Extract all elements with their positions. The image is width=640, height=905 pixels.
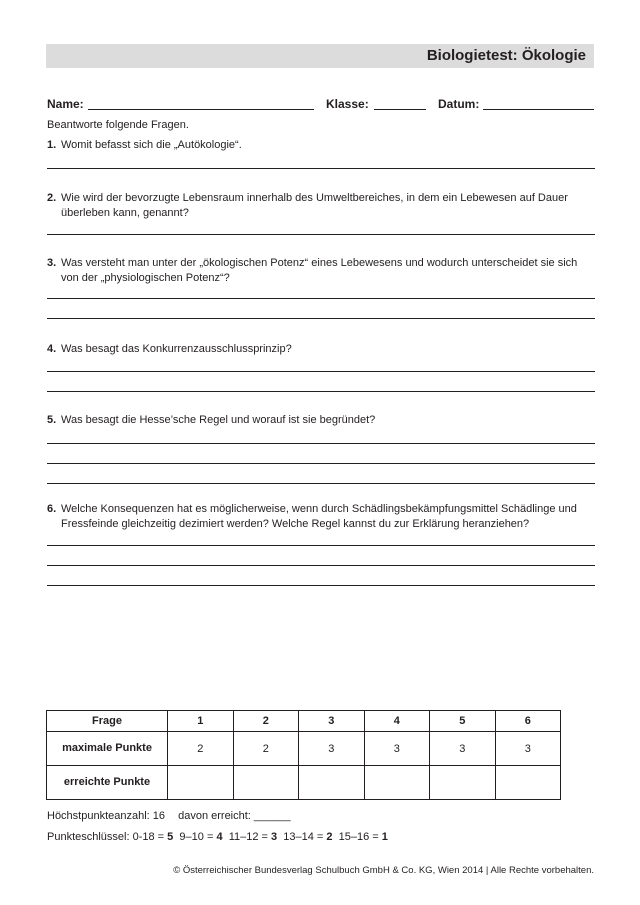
grade-value: 4 [216, 831, 223, 843]
answer-line[interactable] [47, 565, 595, 566]
header-band [46, 44, 594, 68]
answer-line[interactable] [47, 234, 595, 235]
answer-line[interactable] [47, 483, 595, 484]
grading-range: 11–12 = [228, 831, 268, 843]
question-number: 6. [47, 503, 57, 515]
question-number: 1. [47, 139, 57, 151]
question-text: Was besagt die Hesse’sche Regel und worauf ist sie begründet? [61, 414, 376, 426]
grading-range: 13–14 = [283, 831, 324, 843]
answer-line[interactable] [47, 545, 595, 546]
grading-key-label: Punkteschlüssel: [47, 831, 130, 843]
answer-line[interactable] [47, 298, 595, 299]
row-label: maximale Punkte [47, 732, 168, 766]
student-info-row [47, 97, 594, 113]
page-title: Biologietest: Ökologie [426, 47, 586, 64]
table-cell-empty[interactable] [299, 766, 365, 800]
grading-range: 9–10 = [179, 831, 214, 843]
date-label: Datum: [438, 97, 480, 111]
table-cell: 3 [430, 732, 496, 766]
total-points: Höchstpunkteanzahl: 16 [47, 810, 166, 822]
question-4 [47, 342, 595, 357]
table-header-row [47, 711, 561, 732]
table-cell: 3 [299, 732, 365, 766]
grade-value: 2 [326, 831, 333, 843]
question-6 [47, 502, 595, 532]
table-cell: 2 [168, 732, 234, 766]
answer-line[interactable] [47, 443, 595, 444]
question-2 [47, 191, 595, 221]
grade-value: 3 [271, 831, 278, 843]
answer-line[interactable] [47, 463, 595, 464]
question-number: 4. [47, 343, 57, 355]
row-label: erreichte Punkte [47, 766, 168, 800]
achieved-points-row [47, 766, 561, 800]
table-header-cell: 6 [495, 711, 561, 732]
table-cell-empty[interactable] [233, 766, 299, 800]
answer-line[interactable] [47, 318, 595, 319]
table-cell-empty[interactable] [168, 766, 234, 800]
answer-line[interactable] [47, 168, 595, 169]
question-3 [47, 256, 595, 286]
question-number: 2. [47, 192, 57, 204]
points-summary [47, 810, 291, 822]
question-1 [47, 138, 595, 153]
answer-line[interactable] [47, 371, 595, 372]
table-cell-empty[interactable] [364, 766, 430, 800]
instruction-text: Beantworte folgende Fragen. [47, 119, 189, 131]
date-field[interactable] [483, 109, 594, 110]
grade-value: 5 [167, 831, 174, 843]
question-text: Was besagt das Konkurrenzausschlussprinzip? [61, 343, 292, 355]
answer-line[interactable] [47, 391, 595, 392]
grade-value: 1 [381, 831, 388, 843]
copyright-footer: © Österreichischer Bundesverlag Schulbuch GmbH & Co. KG, Wien 2014 | Alle Rechte vorbehalten. [173, 865, 594, 876]
question-text: Wie wird der bevorzugte Lebensraum innerhalb des Umweltbereiches, in dem ein Lebewesen auf Dauer überleben kann, genannt? [61, 192, 568, 219]
question-number: 5. [47, 414, 57, 426]
question-text: Welche Konsequenzen hat es möglicherweise, wenn durch Schädlingsbekämpfungsmittel Schädlinge und Fressfeinde gleichzeitig dezimiert werden? Welche Regel kannst du zur Erklärung heranziehen? [61, 503, 577, 530]
grading-range: 15–16 = [338, 831, 379, 843]
name-field[interactable] [88, 109, 314, 110]
class-label: Klasse: [326, 97, 369, 111]
table-cell: 3 [495, 732, 561, 766]
answer-line[interactable] [47, 585, 595, 586]
grading-range: 0-18 = [132, 831, 165, 843]
table-header-cell: 3 [299, 711, 365, 732]
table-header-cell: 2 [233, 711, 299, 732]
class-field[interactable] [374, 109, 426, 110]
table-cell-empty[interactable] [495, 766, 561, 800]
table-cell: 3 [364, 732, 430, 766]
question-number: 3. [47, 257, 57, 269]
table-header-cell: 1 [168, 711, 234, 732]
table-header-cell: Frage [47, 711, 168, 732]
table-header-cell: 5 [430, 711, 496, 732]
achieved-points: davon erreicht: ______ [178, 810, 291, 822]
grading-key [47, 831, 388, 843]
question-text: Was versteht man unter der „ökologischen Potenz“ eines Lebewesens und wodurch unterscheidet sie sich von der „physiologischen Potenz“? [61, 257, 578, 284]
name-label: Name: [47, 97, 84, 111]
question-text: Womit befasst sich die „Autökologie“. [61, 139, 242, 151]
table-header-cell: 4 [364, 711, 430, 732]
question-5 [47, 413, 595, 428]
table-cell: 2 [233, 732, 299, 766]
table-cell-empty[interactable] [430, 766, 496, 800]
max-points-row [47, 732, 561, 766]
score-table [46, 710, 561, 800]
